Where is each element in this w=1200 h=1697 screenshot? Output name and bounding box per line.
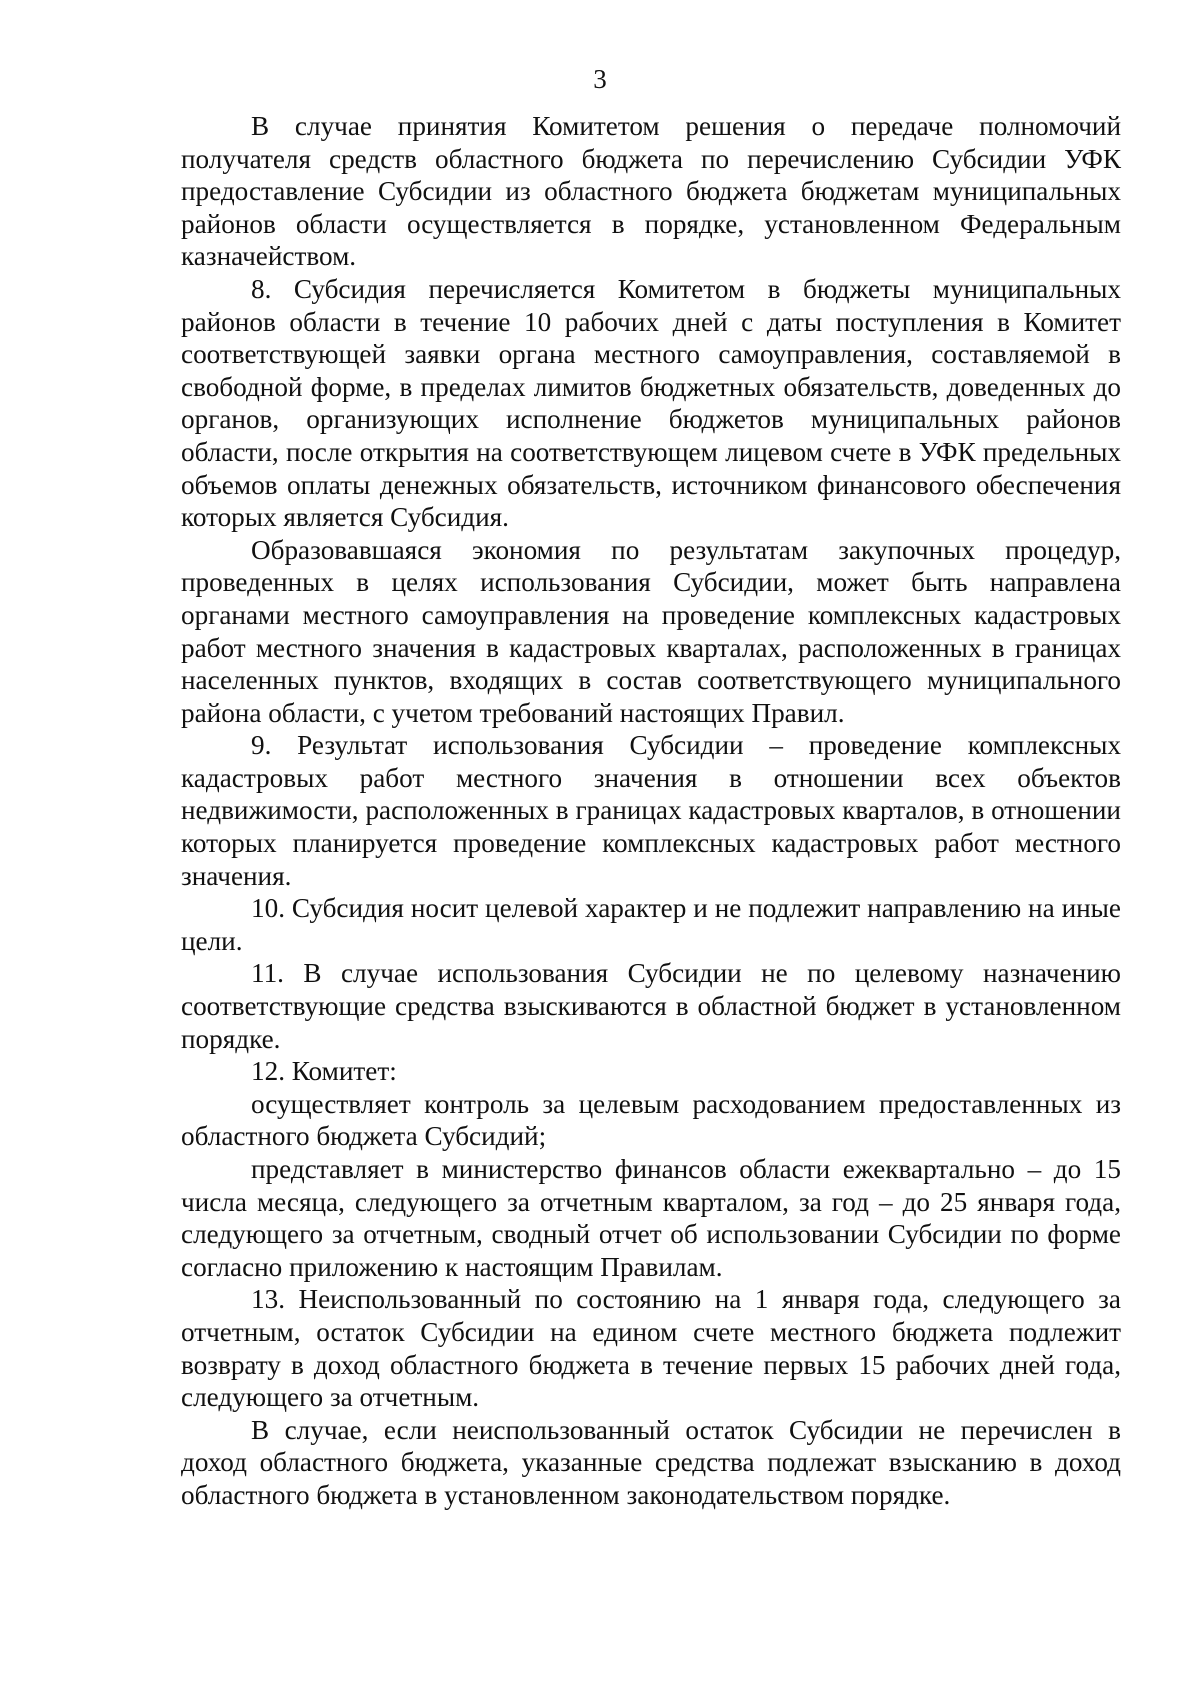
paragraph-item-12: 12. Комитет: (251, 1056, 397, 1087)
document-body (181, 110, 1121, 1512)
paragraph-delegation-of-powers: В случае принятия Комитетом решения о передаче полномочий получателя средств областного бюджета по перечислению Субсидии УФК предоставление Субсидии из областного бюджета бюджетам муниципальных районов области осуществляется в порядке, установленном Федеральным казначейством. (181, 111, 1121, 272)
paragraph-recovery: В случае, если неиспользованный остаток Субсидии не перечислен в доход областного бюджета, указанные средства подлежат взысканию в доход областного бюджета в установленном законодательством порядке. (181, 1414, 1121, 1510)
paragraph-control: осуществляет контроль за целевым расходованием предоставленных из областного бюджета Субсидий; (181, 1088, 1121, 1152)
paragraph-savings: Образовавшаяся экономия по результатам закупочных процедур, проведенных в целях использования Субсидии, может быть направлена органами местного самоуправления на проведение комплексных кадастровых работ местного значения в кадастровых кварталах, расположенных в границах населенных пунктов, входящих в состав соответствующего муниципального района области, с учетом требований настоящих Правил. (181, 534, 1121, 728)
page-number: 3 (593, 64, 607, 94)
paragraph-item-11: 11. В случае использования Субсидии не по целевому назначению соответствующие средства взыскиваются в областной бюджет в установленном порядке. (181, 958, 1121, 1054)
paragraph-item-13: 13. Неиспользованный по состоянию на 1 января года, следующего за отчетным, остаток Субсидии на едином счете местного бюджета подлежит возврату в доход областного бюджета в течение первых 15 рабочих дней года, следующего за отчетным. (181, 1284, 1121, 1413)
paragraph-item-10: 10. Субсидия носит целевой характер и не подлежит направлению на иные цели. (181, 893, 1121, 956)
paragraph-item-9: 9. Результат использования Субсидии – проведение комплексных кадастровых работ местного значения в отношении всех объектов недвижимости, расположенных в границах кадастровых кварталов, в отношении которых планируется проведение комплексных кадастровых работ местного значения. (181, 730, 1121, 891)
paragraph-item-8: 8. Субсидия перечисляется Комитетом в бюджеты муниципальных районов области в течение 10 рабочих дней с даты поступления в Комитет соответствующей заявки органа местного самоуправления, составляемой в свободной форме, в пределах лимитов бюджетных обязательств, доведенных до органов, организующих исполнение бюджетов муниципальных районов области, после открытия на соответствующем лицевом счете в УФК предельных объемов оплаты денежных обязательств, источником финансового обеспечения которых является Субсидия. (181, 273, 1121, 533)
paragraph-reporting: представляет в министерство финансов области ежеквартально – до 15 числа месяца, следующего за отчетным кварталом, за год – до 25 января года, следующего за отчетным, сводный отчет об использовании Субсидии по форме согласно приложению к настоящим Правилам. (181, 1154, 1121, 1282)
